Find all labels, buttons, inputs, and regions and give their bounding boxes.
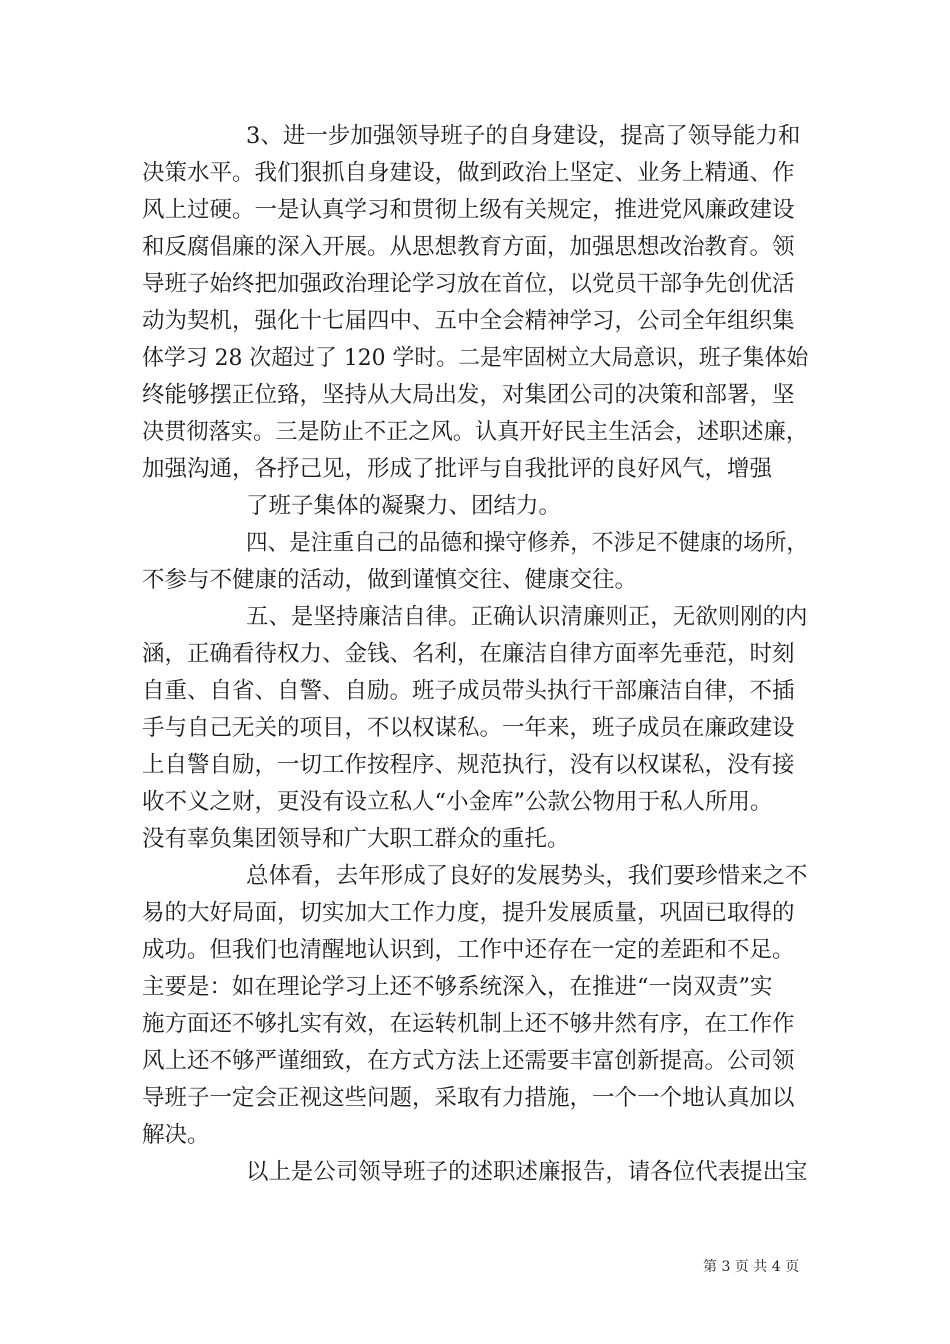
paragraph-line: 自重、自省、自警、自励。班子成员带头执行干部廉洁自律，不插 <box>142 678 795 704</box>
paragraph-line: 动为契机，强化十七届四中、五中全会精神学习，公司全年组织集 <box>142 308 795 334</box>
paragraph-line: 手与自己无关的项目，不以权谋私。一年来，班子成员在廉政建设 <box>142 715 795 741</box>
paragraph-line: 导班子一定会正视这些问题，采取有力措施，一个一个地认真加以 <box>142 1085 795 1111</box>
paragraph-line: 四、是注重自己的品德和操守修养，不涉足不健康的场所， <box>246 530 809 556</box>
page-number-footer: 第 3 页 共 4 页 <box>703 1259 800 1275</box>
paragraph-line: 风上过硬。一是认真学习和贯彻上级有关规定，推进党风廉政建设 <box>142 197 795 223</box>
paragraph-line: 主要是：如在理论学习上还不够系统深入，在推进“一岗双责”实 <box>142 974 773 1000</box>
paragraph-line: 总体看，去年形成了良好的发展势头，我们要珍惜来之不 <box>246 863 808 889</box>
paragraph-line: 了班子集体的凝聚力、团结力。 <box>246 493 562 519</box>
paragraph-line: 上自警自励，一切工作按程序、规范执行，没有以权谋私，没有接 <box>142 752 795 778</box>
paragraph-line: 3、进一步加强领导班子的自身建设，提高了领导能力和 <box>246 123 801 149</box>
paragraph-line: 不参与不健康的活动，做到谨慎交往、健康交往。 <box>142 567 638 593</box>
paragraph-line: 五、是坚持廉洁自律。正确认识清廉则正，无欲则刚的内 <box>246 604 808 630</box>
paragraph-line: 和反腐倡廉的深入开展。从思想教育方面，加强思想改治教育。领 <box>142 234 795 260</box>
paragraph-line: 体学习 28 次超过了 120 学时。二是牢固树立大局意识，班子集体始 <box>142 345 809 371</box>
paragraph-line: 易的大好局面，切实加大工作力度，提升发展质量，巩固已取得的 <box>142 900 795 926</box>
paragraph-line: 导班子始终把加强政治理论学习放在首位，以党员干部争先创优活 <box>142 271 795 297</box>
paragraph-line: 施方面还不够扎实有效，在运转机制上还不够井然有序，在工作作 <box>142 1011 795 1037</box>
paragraph-line: 解决。 <box>142 1122 210 1148</box>
paragraph-line: 风上还不够严谨细致，在方式方法上还需要丰富创新提高。公司领 <box>142 1048 795 1074</box>
paragraph-line: 决策水平。我们狠抓自身建设，做到政治上坚定、业务上精通、作 <box>142 160 795 186</box>
paragraph-line: 收不义之财，更没有设立私人“小金库”公款公物用于私人所用。 <box>142 789 773 815</box>
paragraph-line: 加强沟通，各抒己见，形成了批评与自我批评的良好风气，增强 <box>142 456 773 482</box>
paragraph-line: 决贯彻落实。三是防止不正之风。认真开好民主生活会，述职述廉， <box>142 419 809 445</box>
paragraph-line: 终能够摆正位臵，坚持从大局出发，对集团公司的决策和部署，坚 <box>142 382 795 408</box>
paragraph-line: 涵，正确看待权力、金钱、名利，在廉洁自律方面率先垂范，时刻 <box>142 641 795 667</box>
paragraph-line: 成功。但我们也清醒地认识到，工作中还存在一定的差距和不足。 <box>142 937 795 963</box>
paragraph-line: 以上是公司领导班子的述职述廉报告，请各位代表提出宝 <box>246 1159 808 1185</box>
paragraph-line: 没有辜负集团领导和广大职工群众的重托。 <box>142 826 570 852</box>
